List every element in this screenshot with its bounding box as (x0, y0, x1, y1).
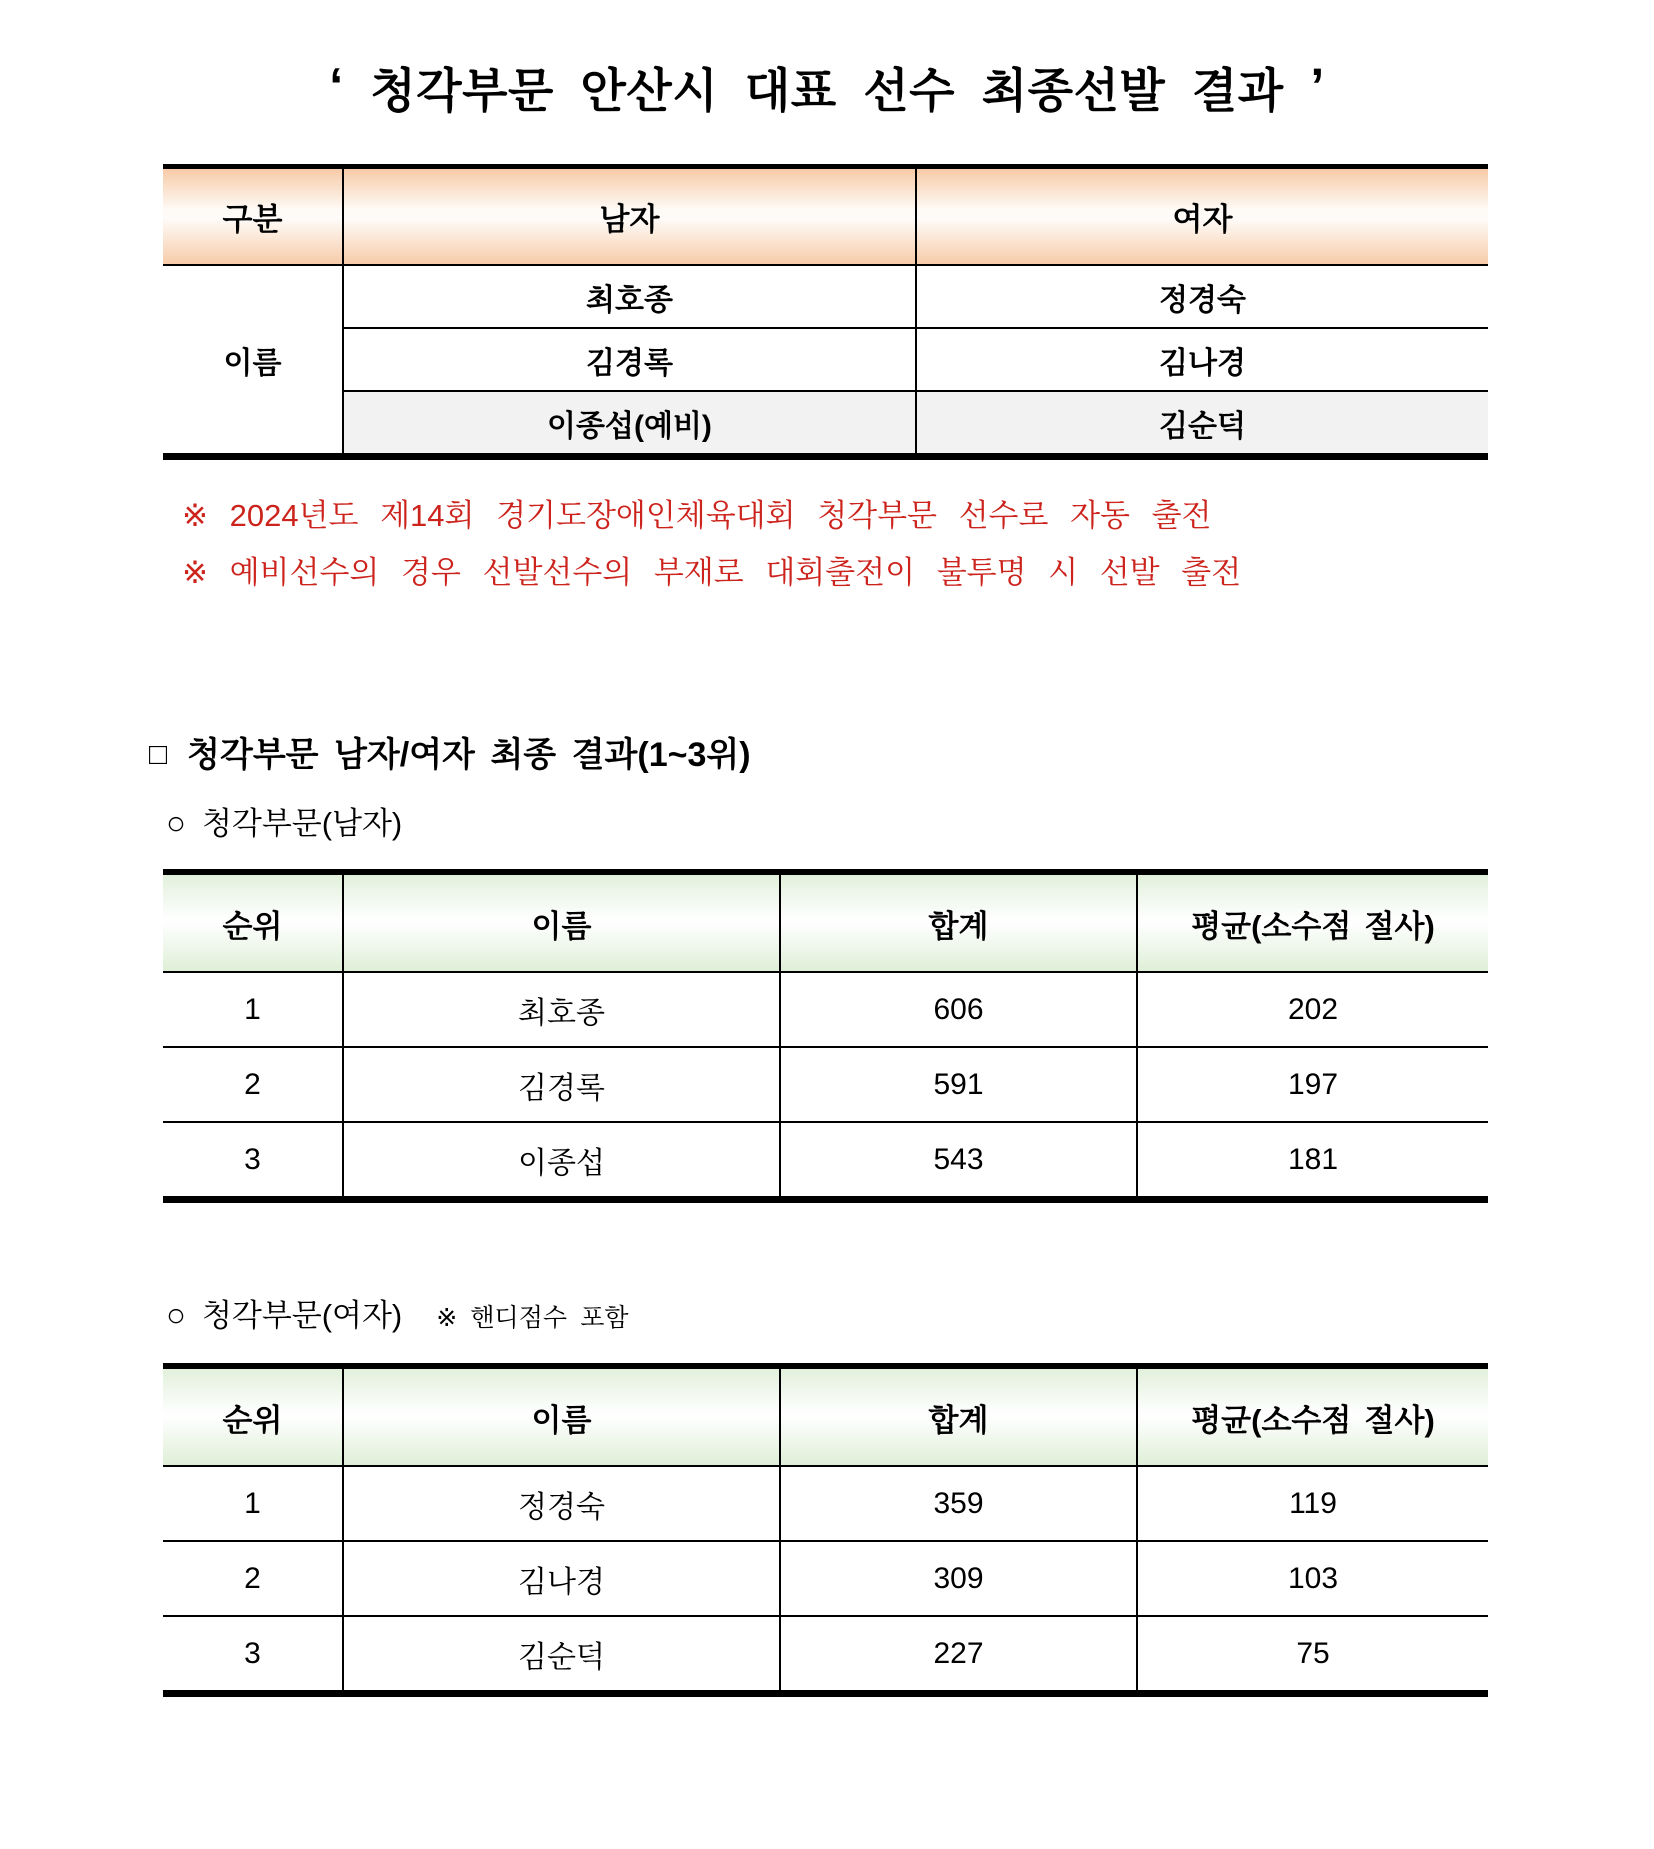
handicap-note: ※ 핸디점수 포함 (436, 1304, 629, 1332)
rank-column-header: 순위 (163, 1366, 343, 1466)
close-quote-mark: ’ (1310, 58, 1325, 114)
table-row (163, 1466, 1488, 1541)
name-column-header: 이름 (343, 1366, 780, 1466)
name-cell: 김순덕 (343, 1616, 780, 1694)
average-cell: 75 (1296, 1636, 1330, 1670)
page-title (0, 58, 1654, 119)
total-cell: 309 (780, 1541, 1137, 1616)
men-result-header-row (163, 872, 1488, 972)
name-row-label: 이름 (163, 265, 343, 457)
name-cell: 김나경 (343, 1541, 780, 1616)
table-row (163, 1122, 1488, 1200)
men-reserve-name-cell: 이종섭(예비) (343, 391, 916, 457)
table-row (163, 328, 1488, 391)
total-cell: 591 (780, 1047, 1137, 1122)
women-reserve-name-cell: 김순덕 (916, 391, 1488, 457)
average-cell: 181 (1287, 1142, 1339, 1176)
footnote-reserve-entry: ※ 예비선수의 경우 선발선수의 부재로 대회출전이 불투명 시 선발 출전 (182, 555, 1242, 590)
table-row (163, 265, 1488, 328)
selection-table (163, 164, 1488, 460)
footnotes (182, 487, 1654, 601)
name-cell: 최호종 (343, 972, 780, 1047)
name-cell: 이종섭 (343, 1122, 780, 1200)
table-row (163, 1047, 1488, 1122)
rank-cell: 2 (163, 1541, 343, 1616)
total-cell: 543 (780, 1122, 1137, 1200)
average-cell: 119 (1137, 1466, 1488, 1541)
total-column-header: 합계 (780, 872, 1137, 972)
name-cell: 김경록 (343, 1047, 780, 1122)
selection-header-category: 구분 (163, 167, 343, 266)
circle-bullet-icon: ○ (166, 804, 186, 841)
total-cell: 227 (780, 1616, 1137, 1694)
rank-cell: 1 (163, 972, 343, 1047)
footnote-auto-entry: ※ 2024년도 제14회 경기도장애인체육대회 청각부문 선수로 자동 출전 (182, 498, 1212, 533)
average-cell: 197 (1137, 1047, 1488, 1122)
square-bullet-icon: □ (149, 738, 168, 771)
subsection-men (166, 803, 1654, 844)
table-row (163, 391, 1488, 457)
subsection-women-label: 청각부문(여자) (201, 1298, 403, 1333)
circle-bullet-icon: ○ (166, 1296, 186, 1333)
average-cell: 202 (1137, 972, 1488, 1047)
name-cell: 정경숙 (343, 1466, 780, 1541)
selection-table-header-row (163, 167, 1488, 266)
rank-cell: 3 (163, 1616, 343, 1694)
table-row (163, 1541, 1488, 1616)
selection-header-women: 여자 (916, 167, 1488, 266)
total-cell: 606 (780, 972, 1137, 1047)
rank-cell: 3 (163, 1122, 343, 1200)
average-cell: 103 (1137, 1541, 1488, 1616)
total-cell: 359 (780, 1466, 1137, 1541)
subsection-women (166, 1295, 1654, 1338)
section-heading (149, 735, 1654, 777)
average-column-header: 평균(소수점 절사) (1137, 872, 1488, 972)
rank-cell: 2 (163, 1047, 343, 1122)
men-name-cell: 김경록 (343, 328, 916, 391)
selection-header-men: 남자 (343, 167, 916, 266)
women-name-cell: 김나경 (916, 328, 1488, 391)
open-quote-mark: ‘ (329, 58, 344, 114)
subsection-men-label: 청각부문(남자) (201, 806, 403, 841)
rank-column-header: 순위 (163, 872, 343, 972)
men-result-table (163, 869, 1488, 1203)
women-result-table (163, 1363, 1488, 1697)
men-name-cell: 최호종 (343, 265, 916, 328)
women-result-header-row (163, 1366, 1488, 1466)
women-name-cell: 정경숙 (916, 265, 1488, 328)
average-column-header: 평균(소수점 절사) (1137, 1366, 1488, 1466)
table-row (163, 1616, 1488, 1694)
name-column-header: 이름 (343, 872, 780, 972)
rank-cell: 1 (163, 1466, 343, 1541)
page-title-text: 청각부문 안산시 대표 선수 최종선발 결과 (370, 64, 1284, 117)
table-row (163, 972, 1488, 1047)
total-column-header: 합계 (780, 1366, 1137, 1466)
section-heading-text: 청각부문 남자/여자 최종 결과(1~3위) (187, 736, 751, 774)
